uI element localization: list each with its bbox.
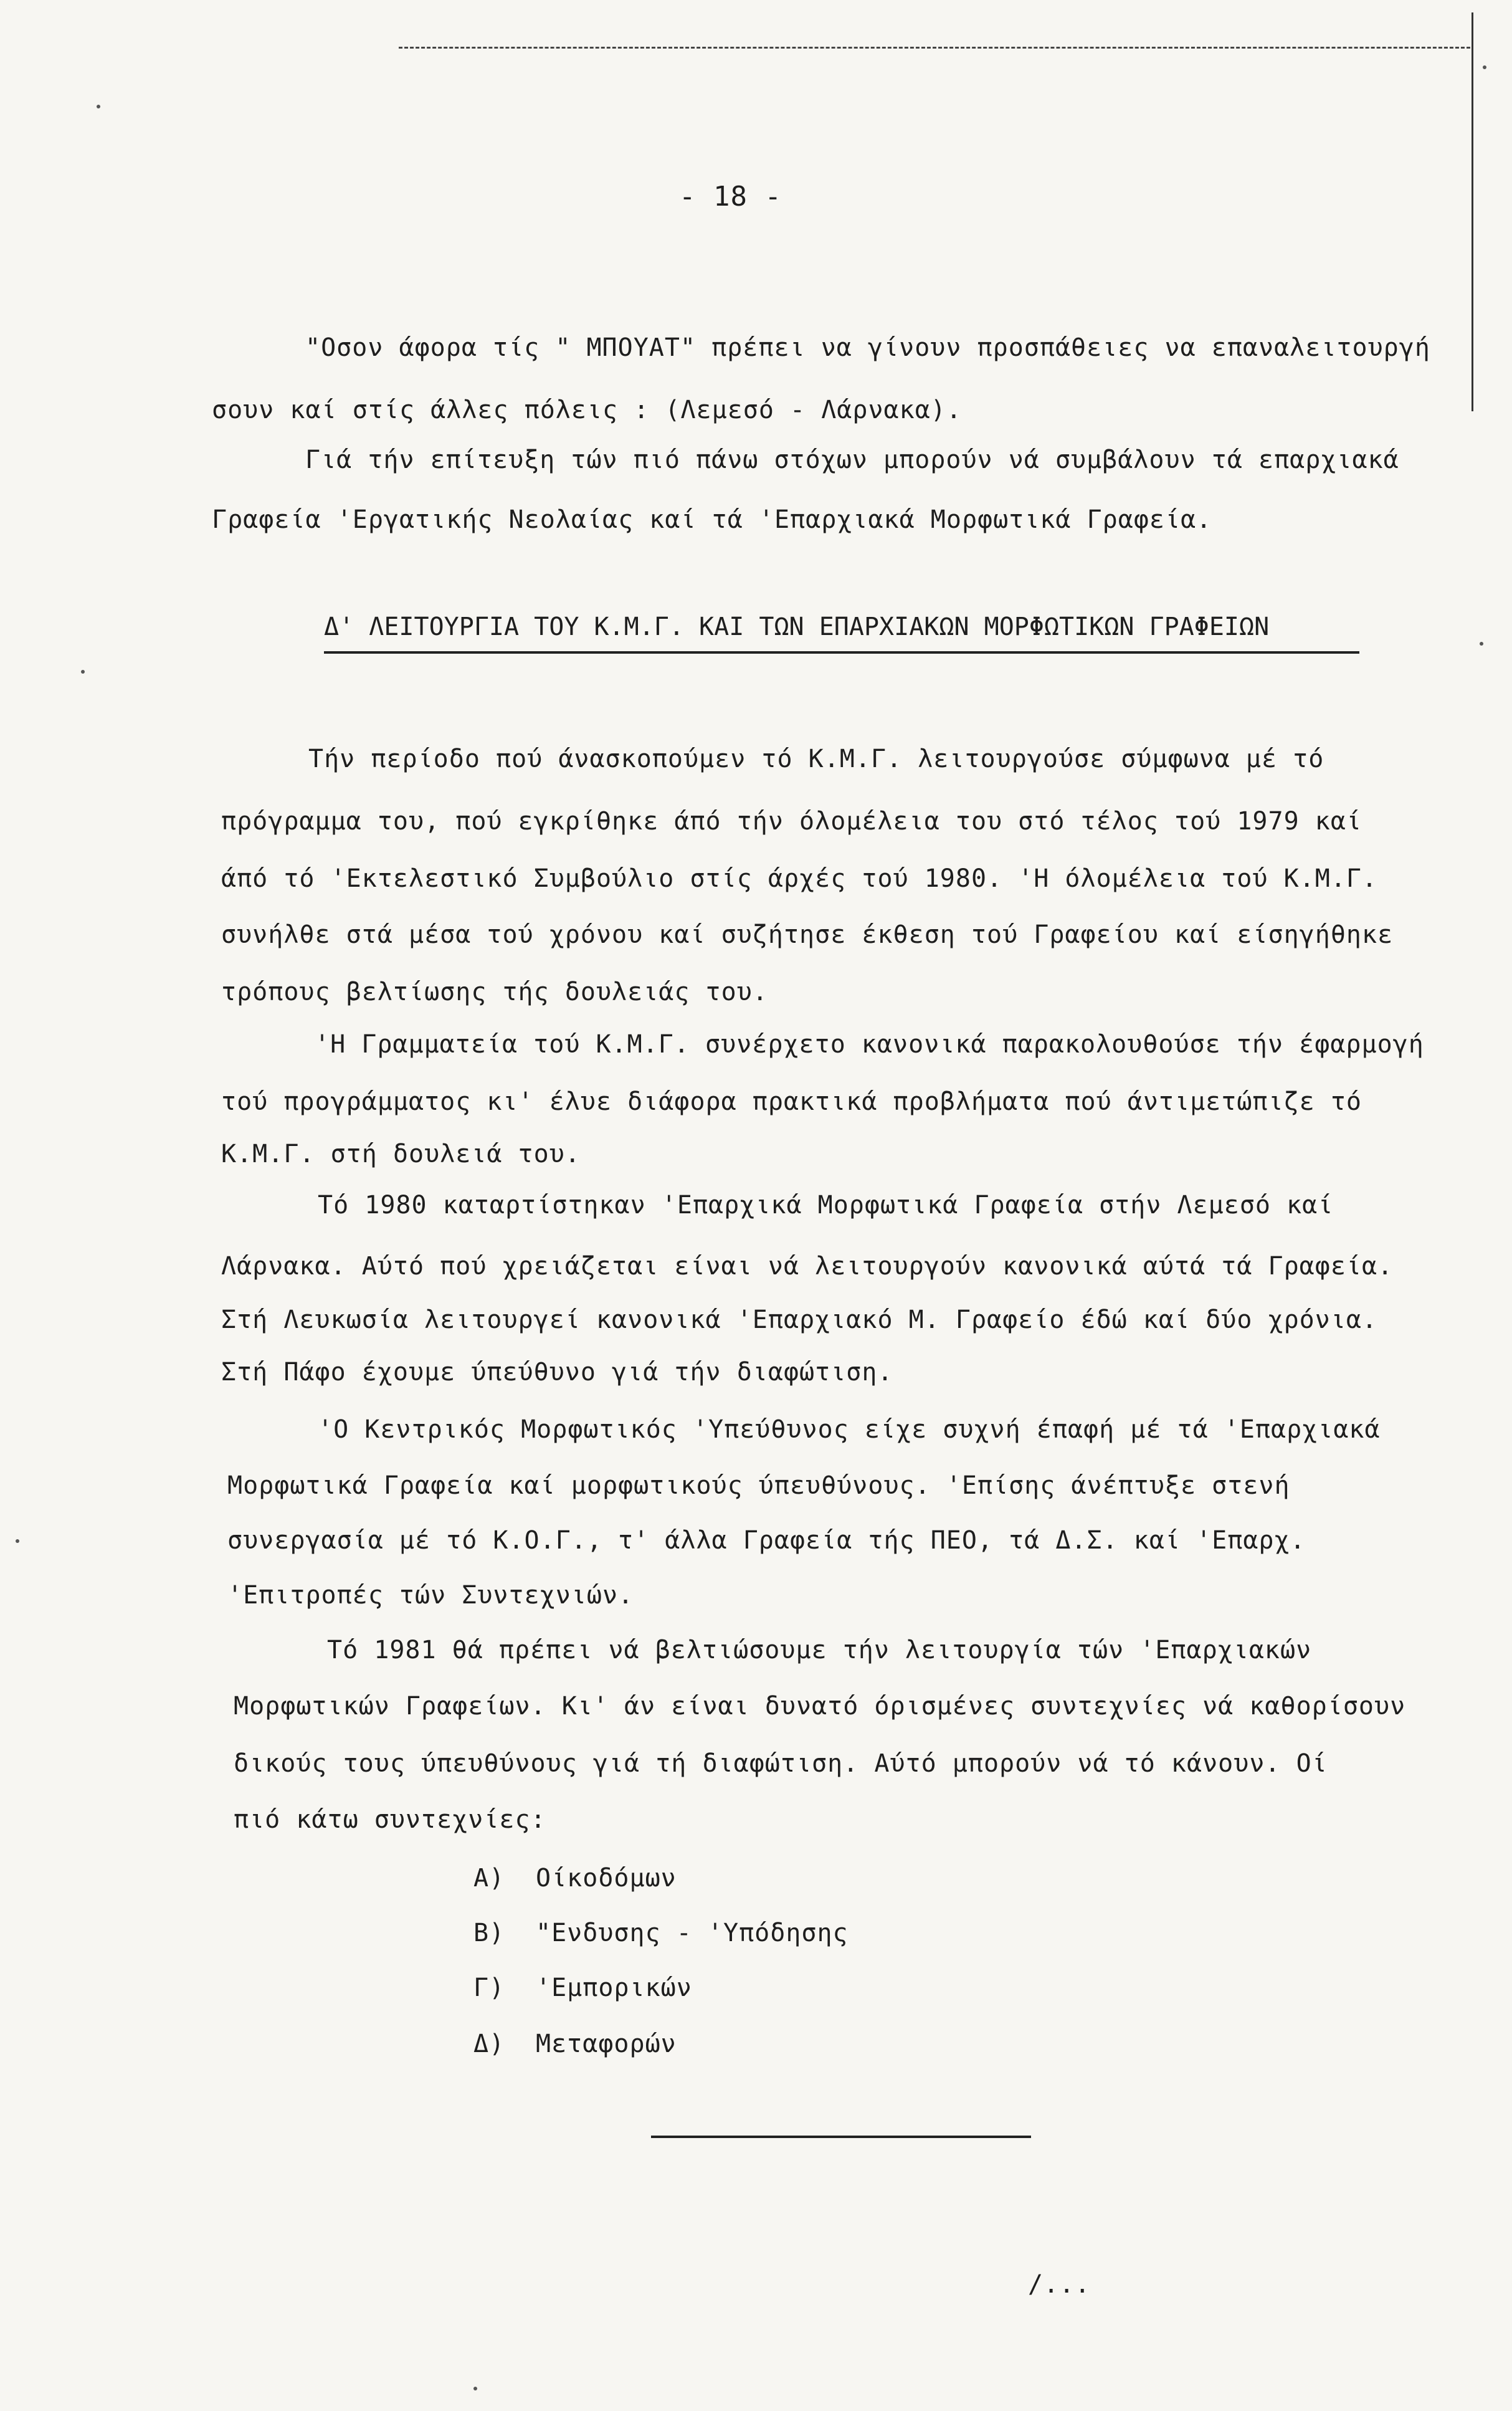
body-line: Μορφωτικών Γραφείων. Κι' άν είναι δυνατό όρισμένες συντεχνίες νά καθορίσουν: [234, 1692, 1406, 1721]
scan-speck: [473, 2387, 477, 2390]
list-item-label: Α): [473, 1864, 505, 1893]
body-line: 'Επιτροπές τών Συντεχνιών.: [227, 1581, 634, 1610]
body-line: Στή Λευκωσία λειτουργεί κανονικά 'Επαρχιακό Μ. Γραφείο έδώ καί δύο χρόνια.: [221, 1306, 1378, 1334]
section-end-rule: [651, 2136, 1031, 2138]
body-line: τρόπους βελτίωσης τής δουλειάς του.: [221, 978, 768, 1006]
scan-speck: [1483, 65, 1486, 69]
body-line: πρόγραμμα του, πού εγκρίθηκε άπό τήν όλομέλεια του στό τέλος τού 1979 καί: [221, 807, 1362, 836]
scan-speck: [81, 670, 85, 674]
body-line: Τήν περίοδο πού άνασκοπούμεν τό Κ.Μ.Γ. λειτουργούσε σύμφωνα μέ τό: [308, 745, 1324, 773]
paragraph-line: Γραφεία 'Εργατικής Νεολαίας καί τά 'Επαρχιακά Μορφωτικά Γραφεία.: [212, 505, 1212, 534]
body-line: συνήλθε στά μέσα τού χρόνου καί συζήτησε έκθεση τού Γραφείου καί είσηγήθηκε: [221, 920, 1394, 949]
paragraph-line: "Οσον άφορα τίς " ΜΠΟΥΑΤ" πρέπει να γίνουν προσπάθειες να επαναλειτουργή: [305, 333, 1430, 362]
heading-underline: [324, 651, 1359, 654]
body-line: Κ.Μ.Γ. στή δουλειά του.: [221, 1140, 581, 1168]
body-line: 'Η Γραμματεία τού Κ.Μ.Γ. συνέρχετο κανονικά παρακολουθούσε τήν έφαρμογή: [315, 1030, 1424, 1059]
body-line: άπό τό 'Εκτελεστικό Συμβούλιο στίς άρχές τού 1980. 'Η όλομέλεια τού Κ.Μ.Γ.: [221, 864, 1378, 893]
list-item-label: Δ): [473, 2030, 505, 2058]
scan-speck: [97, 105, 100, 108]
list-item-text: "Ενδυσης - 'Υπόδησης: [536, 1919, 849, 1947]
scan-speck: [16, 1539, 19, 1543]
body-line: Τό 1981 θά πρέπει νά βελτιώσουμε τήν λειτουργία τών 'Επαρχιακών: [327, 1636, 1312, 1664]
body-line: τού προγράμματος κι' έλυε διάφορα πρακτικά προβλήματα πού άντιμετώπιζε τό: [221, 1087, 1362, 1116]
list-item-text: Οίκοδόμων: [536, 1864, 677, 1893]
top-dashed-rule: [399, 47, 1470, 49]
body-line: Μορφωτικά Γραφεία καί μορφωτικούς ύπευθύνους. 'Επίσης άνέπτυξε στενή: [227, 1471, 1290, 1500]
body-line: 'Ο Κεντρικός Μορφωτικός 'Υπεύθυνος είχε συχνή έπαφή μέ τά 'Επαρχιακά: [318, 1415, 1381, 1444]
paragraph-line: Γιά τήν επίτευξη τών πιό πάνω στόχων μπορούν νά συμβάλουν τά επαρχιακά: [305, 446, 1399, 474]
list-item-label: Β): [473, 1919, 505, 1947]
page-number: - 18 -: [679, 181, 782, 212]
right-margin-rule: [1472, 12, 1473, 411]
body-line: δικούς τους ύπευθύνους γιά τή διαφώτιση. Αύτό μπορούν νά τό κάνουν. Οί: [234, 1749, 1328, 1778]
scan-speck: [1480, 642, 1483, 646]
continuation-mark: /...: [1028, 2270, 1091, 2299]
body-line: συνεργασία μέ τό Κ.Ο.Γ., τ' άλλα Γραφεία τής ΠΕΟ, τά Δ.Σ. καί 'Επαρχ.: [227, 1526, 1306, 1555]
paragraph-line: σουν καί στίς άλλες πόλεις : (Λεμεσό - Λάρνακα).: [212, 396, 962, 424]
body-line: Λάρνακα. Αύτό πού χρειάζεται είναι νά λειτουργούν κανονικά αύτά τά Γραφεία.: [221, 1252, 1394, 1281]
body-line: Τό 1980 καταρτίστηκαν 'Επαρχικά Μορφωτικά Γραφεία στήν Λεμεσό καί: [318, 1191, 1334, 1220]
list-item-text: Μεταφορών: [536, 2030, 677, 2058]
list-item-label: Γ): [473, 1974, 505, 2002]
body-line: Στή Πάφο έχουμε ύπεύθυνο γιά τήν διαφώτιση.: [221, 1358, 893, 1387]
body-line: πιό κάτω συντεχνίες:: [234, 1805, 546, 1834]
section-heading: Δ' ΛΕΙΤΟΥΡΓΙΑ ΤΟΥ Κ.Μ.Γ. ΚΑΙ ΤΩΝ ΕΠΑΡΧΙΑΚΩΝ ΜΟΡΦΩΤΙΚΩΝ ΓΡΑΦΕΙΩΝ: [324, 613, 1270, 641]
list-item-text: 'Εμπορικών: [536, 1974, 692, 2002]
